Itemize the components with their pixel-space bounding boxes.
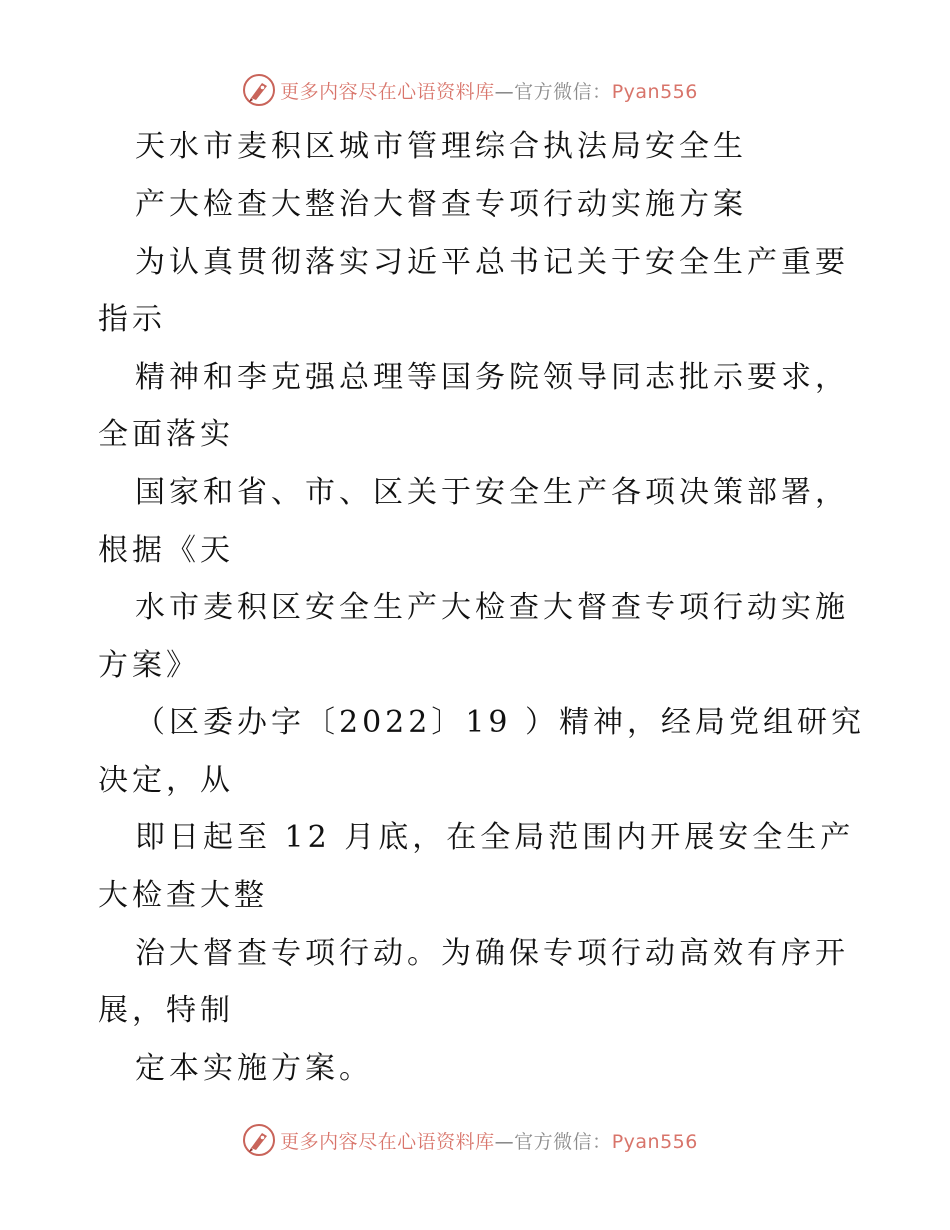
watermark-wechat-label: 官方微信： xyxy=(514,1130,612,1153)
paragraph-line: 即日起至 12 月底，在全局范围内开展安全生产 xyxy=(135,820,855,855)
paragraph-line: 定本实施方案。 xyxy=(135,1051,373,1086)
watermark-banner-top xyxy=(0,70,950,110)
watermark-dash: — xyxy=(494,80,515,103)
watermark-content xyxy=(242,73,698,107)
paragraph-line: 大检查大整 xyxy=(98,878,268,913)
paragraph-line: 决定，从 xyxy=(98,763,234,798)
document-title-line-1: 天水市麦积区城市管理综合执法局安全生 xyxy=(135,129,747,164)
paragraph-line: 为认真贯彻落实习近平总书记关于安全生产重要 xyxy=(135,245,849,280)
watermark-wechat-id: Pyan556 xyxy=(611,1130,698,1153)
paragraph-line: （区委办字〔2022〕19 ）精神，经局党组研究 xyxy=(135,705,866,740)
watermark-wechat-id: Pyan556 xyxy=(611,80,698,103)
paragraph-line: 方案》 xyxy=(98,648,200,683)
paragraph-line: 全面落实 xyxy=(98,417,234,452)
watermark-content xyxy=(242,1123,698,1157)
watermark-dash: — xyxy=(494,1130,515,1153)
watermark-main-text: 更多内容尽在心语资料库 xyxy=(280,1130,495,1153)
pen-nib-logo-icon xyxy=(242,1123,276,1157)
paragraph-line: 精神和李克强总理等国务院领导同志批示要求， xyxy=(135,360,849,395)
paragraph-line: 水市麦积区安全生产大检查大督查专项行动实施 xyxy=(135,590,849,625)
watermark-text xyxy=(280,1127,698,1154)
watermark-main-text: 更多内容尽在心语资料库 xyxy=(280,80,495,103)
paragraph-line: 根据《天 xyxy=(98,533,234,568)
paragraph-line: 国家和省、市、区关于安全生产各项决策部署， xyxy=(135,475,849,510)
document-title-line-2: 产大检查大整治大督查专项行动实施方案 xyxy=(135,187,747,222)
paragraph-line: 治大督查专项行动。为确保专项行动高效有序开 xyxy=(135,936,849,971)
watermark-wechat-label: 官方微信： xyxy=(514,80,612,103)
watermark-banner-bottom xyxy=(0,1120,950,1160)
paragraph-line: 展，特制 xyxy=(98,993,234,1028)
pen-nib-logo-icon xyxy=(242,73,276,107)
paragraph-line: 指示 xyxy=(98,302,166,337)
watermark-text xyxy=(280,77,698,104)
